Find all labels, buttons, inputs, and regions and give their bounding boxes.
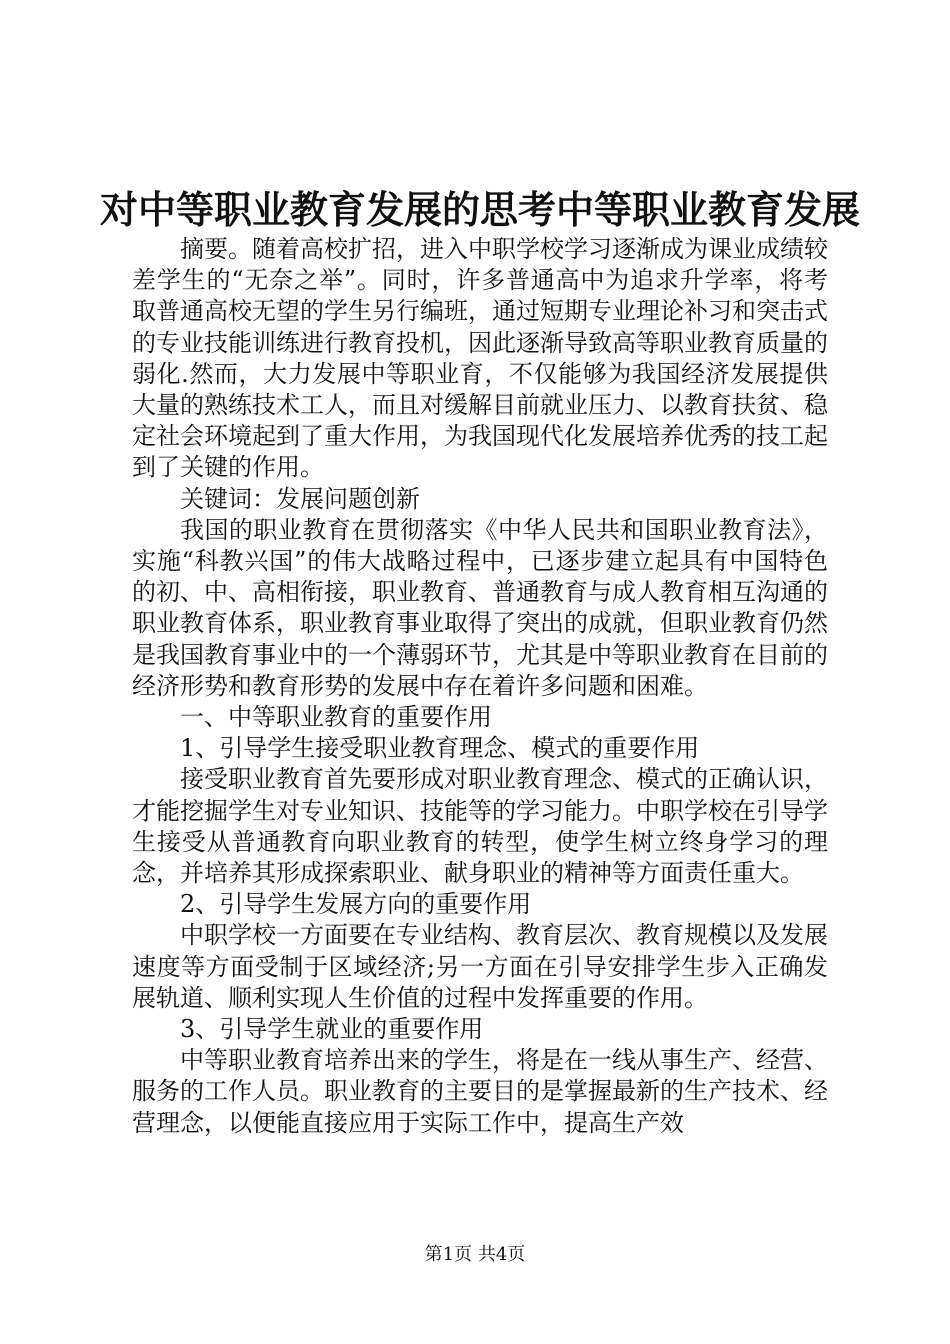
- keywords-line: 关键词：发展问题创新: [180, 484, 420, 513]
- subsection-heading: 2、引导学生发展方向的重要作用: [180, 890, 532, 919]
- subsection-heading: 3、引导学生就业的重要作用: [180, 1015, 484, 1044]
- body-paragraph: 中职学校一方面要在专业结构、教育层次、教育规模以及发展速度等方面受制于区域经济;另一方面在引导安排学生步入正确发展轨道、顺利实现人生价值的过程中发挥重要的作用。: [132, 921, 828, 1012]
- document-body: [132, 234, 828, 1139]
- body-paragraph: 中等职业教育培养出来的学生，将是在一线从事生产、经营、服务的工作人员。职业教育的主要目的是掌握最新的生产技术、经营理念，以便能直接应用于实际工作中，提高生产效: [132, 1046, 828, 1137]
- section-heading: 一、中等职业教育的重要作用: [180, 703, 492, 732]
- page-number-footer: 第1页 共4页: [424, 1244, 526, 1265]
- subsection-heading: 1、引导学生接受职业教育理念、模式的重要作用: [180, 734, 700, 763]
- body-paragraph: 接受职业教育首先要形成对职业教育理念、模式的正确认识，才能挖掘学生对专业知识、技能等的学习能力。中职学校在引导学生接受从普通教育向职业教育的转型，使学生树立终身学习的理念，并培养其形成探索职业、献身职业的精神等方面责任重大。: [132, 765, 828, 888]
- abstract-paragraph: 摘要。随着高校扩招，进入中职学校学习逐渐成为课业成绩较差学生的“无奈之举”。同时，许多普通高中为追求升学率，将考取普通高校无望的学生另行编班，通过短期专业理论补习和突击式的专业技能训练进行教育投机，因此逐渐导致高等职业教育质量的弱化.然而，大力发展中等职业育，不仅能够为我国经济发展提供大量的熟练技术工人，而且对缓解目前就业压力、以教育扶贫、稳定社会环境起到了重大作用，为我国现代化发展培养优秀的技工起到了关键的作用。: [132, 235, 828, 482]
- intro-paragraph: 我国的职业教育在贯彻落实《中华人民共和国职业教育法》，实施“科教兴国”的伟大战略过程中，已逐步建立起具有中国特色的初、中、高相衔接，职业教育、普通教育与成人教育相互沟通的职业教育体系，职业教育事业取得了突出的成就，但职业教育仍然是我国教育事业中的一个薄弱环节，尤其是中等职业教育在目前的经济形势和教育形势的发展中存在着许多问题和困难。: [132, 515, 828, 700]
- document-title: 对中等职业教育发展的思考中等职业教育发展: [100, 187, 861, 232]
